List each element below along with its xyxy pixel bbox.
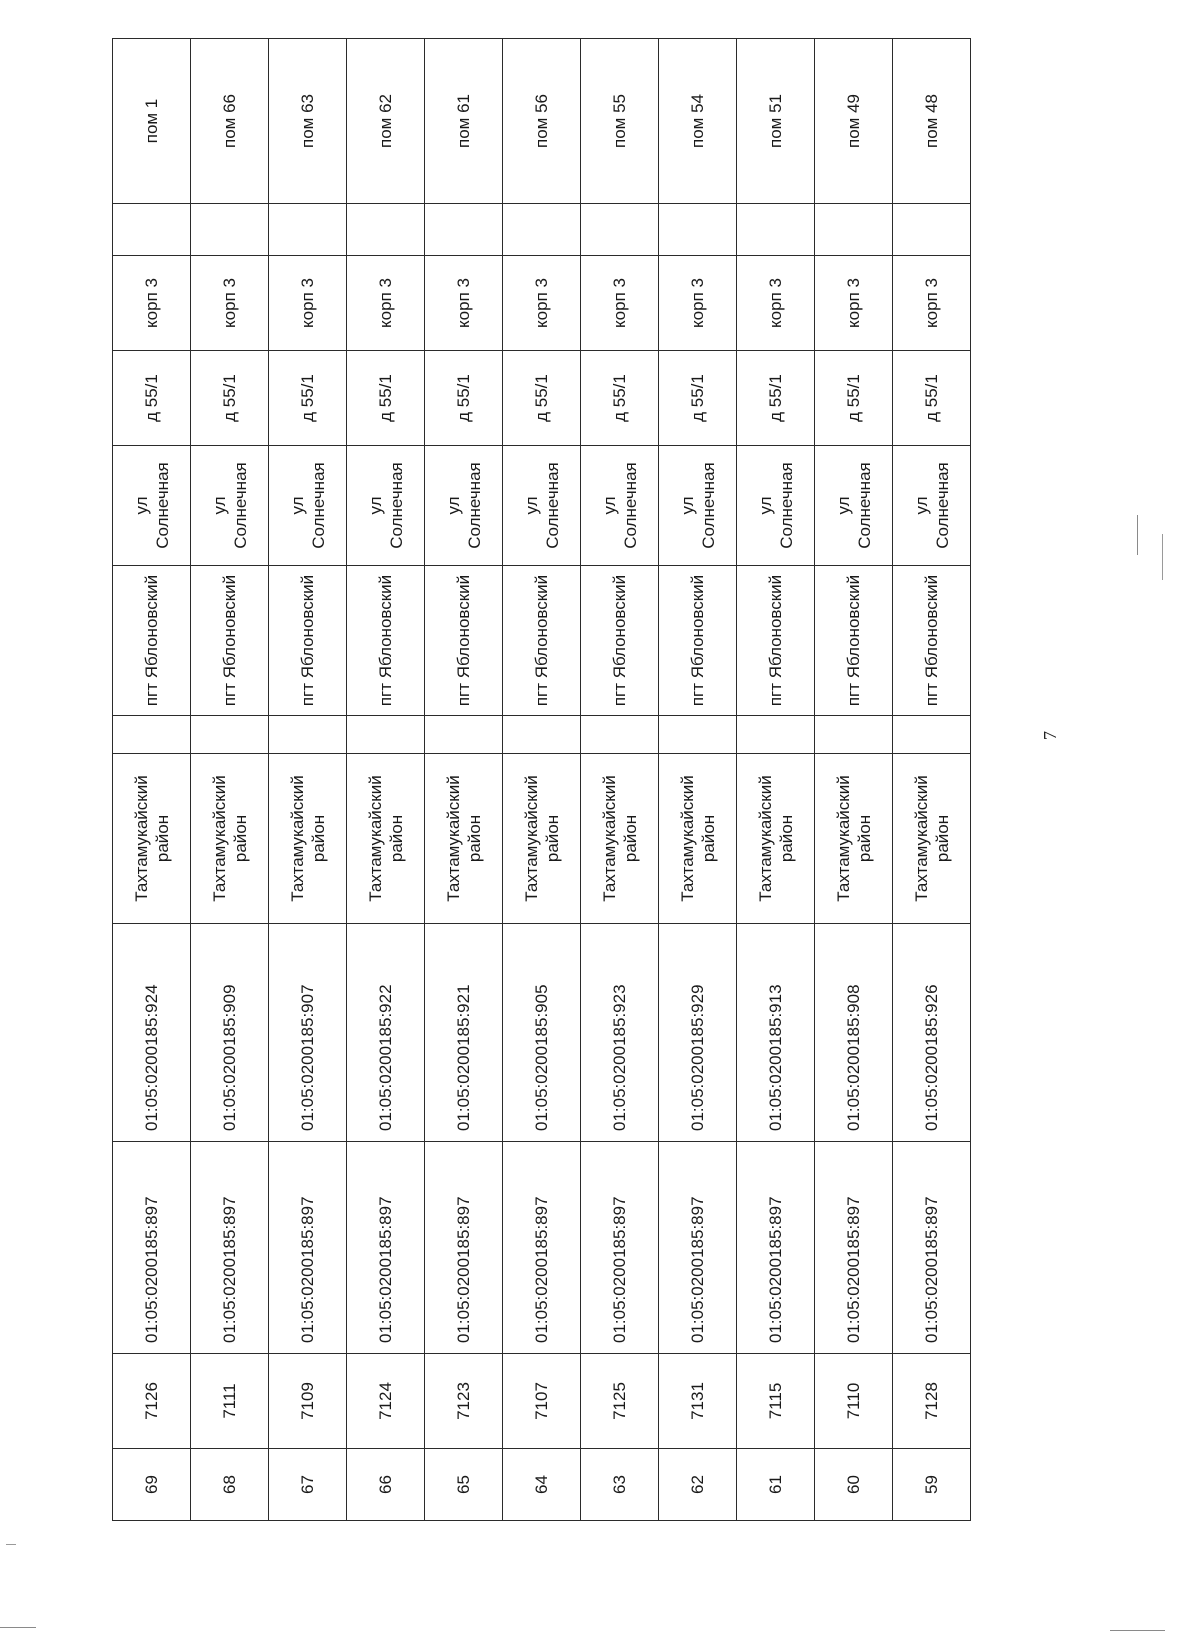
- house-cell: д 55/1: [269, 351, 347, 446]
- house-cell: д 55/1: [347, 351, 425, 446]
- settlement-cell: пгт Яблоновский: [815, 566, 893, 716]
- room-cell: пом 55: [581, 39, 659, 204]
- row-number-cell: 62: [659, 1449, 737, 1521]
- house-cell: д 55/1: [425, 351, 503, 446]
- room-cell: пом 49: [815, 39, 893, 204]
- parcel-cadastre-cell: 01:05:0200185:897: [269, 1142, 347, 1354]
- table-row: [893, 39, 971, 1521]
- parcel-cadastre-cell: 01:05:0200185:897: [659, 1142, 737, 1354]
- object-cadastre-cell: 01:05:0200185:924: [113, 924, 191, 1142]
- object-cadastre-cell: 01:05:0200185:908: [815, 924, 893, 1142]
- house-cell: д 55/1: [893, 351, 971, 446]
- empty-cell: [113, 716, 191, 754]
- record-id-cell: 7124: [347, 1354, 425, 1449]
- room-cell: пом 66: [191, 39, 269, 204]
- page-number: 7: [1040, 731, 1060, 740]
- table-row: [113, 39, 191, 1521]
- table-row: [815, 39, 893, 1521]
- district-cell: Тахтамукайский район: [191, 754, 269, 924]
- row-number-cell: 61: [737, 1449, 815, 1521]
- building-cell: корп 3: [269, 256, 347, 351]
- table-row: [347, 39, 425, 1521]
- record-id-cell: 7109: [269, 1354, 347, 1449]
- table-row: [737, 39, 815, 1521]
- district-cell: Тахтамукайский район: [815, 754, 893, 924]
- street-cell: ул Солнечная: [581, 446, 659, 566]
- row-number-cell: 65: [425, 1449, 503, 1521]
- object-cadastre-cell: 01:05:0200185:913: [737, 924, 815, 1142]
- settlement-cell: пгт Яблоновский: [269, 566, 347, 716]
- building-cell: корп 3: [815, 256, 893, 351]
- settlement-cell: пгт Яблоновский: [581, 566, 659, 716]
- building-cell: корп 3: [581, 256, 659, 351]
- parcel-cadastre-cell: 01:05:0200185:897: [347, 1142, 425, 1354]
- empty-cell: [425, 204, 503, 256]
- house-cell: д 55/1: [581, 351, 659, 446]
- room-cell: пом 48: [893, 39, 971, 204]
- street-cell: ул Солнечная: [659, 446, 737, 566]
- empty-cell: [581, 716, 659, 754]
- room-cell: пом 61: [425, 39, 503, 204]
- object-cadastre-cell: 01:05:0200185:929: [659, 924, 737, 1142]
- building-cell: корп 3: [347, 256, 425, 351]
- settlement-cell: пгт Яблоновский: [893, 566, 971, 716]
- table-row: [503, 39, 581, 1521]
- street-cell: ул Солнечная: [113, 446, 191, 566]
- street-cell: ул Солнечная: [503, 446, 581, 566]
- empty-cell: [737, 716, 815, 754]
- record-id-cell: 7123: [425, 1354, 503, 1449]
- parcel-cadastre-cell: 01:05:0200185:897: [815, 1142, 893, 1354]
- empty-cell: [581, 204, 659, 256]
- street-cell: ул Солнечная: [893, 446, 971, 566]
- parcel-cadastre-cell: 01:05:0200185:897: [893, 1142, 971, 1354]
- row-number-cell: 69: [113, 1449, 191, 1521]
- record-id-cell: 7107: [503, 1354, 581, 1449]
- table-body: [113, 39, 971, 1521]
- house-cell: д 55/1: [191, 351, 269, 446]
- scan-mark: [1137, 515, 1138, 555]
- empty-cell: [503, 716, 581, 754]
- district-cell: Тахтамукайский район: [347, 754, 425, 924]
- house-cell: д 55/1: [503, 351, 581, 446]
- room-cell: пом 56: [503, 39, 581, 204]
- street-cell: ул Солнечная: [347, 446, 425, 566]
- parcel-cadastre-cell: 01:05:0200185:897: [581, 1142, 659, 1354]
- empty-cell: [659, 204, 737, 256]
- settlement-cell: пгт Яблоновский: [347, 566, 425, 716]
- district-cell: Тахтамукайский район: [893, 754, 971, 924]
- room-cell: пом 54: [659, 39, 737, 204]
- registry-table: [112, 38, 971, 1521]
- settlement-cell: пгт Яблоновский: [659, 566, 737, 716]
- row-number-cell: 64: [503, 1449, 581, 1521]
- table-row: [659, 39, 737, 1521]
- parcel-cadastre-cell: 01:05:0200185:897: [503, 1142, 581, 1354]
- street-cell: ул Солнечная: [269, 446, 347, 566]
- empty-cell: [425, 716, 503, 754]
- empty-cell: [269, 204, 347, 256]
- record-id-cell: 7125: [581, 1354, 659, 1449]
- record-id-cell: 7128: [893, 1354, 971, 1449]
- parcel-cadastre-cell: 01:05:0200185:897: [425, 1142, 503, 1354]
- object-cadastre-cell: 01:05:0200185:921: [425, 924, 503, 1142]
- scan-mark: [0, 1627, 36, 1628]
- empty-cell: [269, 716, 347, 754]
- district-cell: Тахтамукайский район: [581, 754, 659, 924]
- record-id-cell: 7111: [191, 1354, 269, 1449]
- street-cell: ул Солнечная: [737, 446, 815, 566]
- settlement-cell: пгт Яблоновский: [113, 566, 191, 716]
- scan-mark: [1110, 1630, 1165, 1631]
- object-cadastre-cell: 01:05:0200185:905: [503, 924, 581, 1142]
- empty-cell: [893, 716, 971, 754]
- row-number-cell: 66: [347, 1449, 425, 1521]
- empty-cell: [347, 716, 425, 754]
- parcel-cadastre-cell: 01:05:0200185:897: [191, 1142, 269, 1354]
- house-cell: д 55/1: [113, 351, 191, 446]
- building-cell: корп 3: [503, 256, 581, 351]
- street-cell: ул Солнечная: [815, 446, 893, 566]
- building-cell: корп 3: [893, 256, 971, 351]
- table-row: [425, 39, 503, 1521]
- parcel-cadastre-cell: 01:05:0200185:897: [113, 1142, 191, 1354]
- empty-cell: [659, 716, 737, 754]
- settlement-cell: пгт Яблоновский: [737, 566, 815, 716]
- empty-cell: [737, 204, 815, 256]
- record-id-cell: 7126: [113, 1354, 191, 1449]
- row-number-cell: 59: [893, 1449, 971, 1521]
- empty-cell: [191, 204, 269, 256]
- house-cell: д 55/1: [659, 351, 737, 446]
- table-row: [269, 39, 347, 1521]
- settlement-cell: пгт Яблоновский: [503, 566, 581, 716]
- room-cell: пом 62: [347, 39, 425, 204]
- object-cadastre-cell: 01:05:0200185:923: [581, 924, 659, 1142]
- empty-cell: [815, 716, 893, 754]
- building-cell: корп 3: [659, 256, 737, 351]
- object-cadastre-cell: 01:05:0200185:909: [191, 924, 269, 1142]
- record-id-cell: 7131: [659, 1354, 737, 1449]
- row-number-cell: 60: [815, 1449, 893, 1521]
- district-cell: Тахтамукайский район: [503, 754, 581, 924]
- empty-cell: [191, 716, 269, 754]
- house-cell: д 55/1: [815, 351, 893, 446]
- building-cell: корп 3: [191, 256, 269, 351]
- settlement-cell: пгт Яблоновский: [191, 566, 269, 716]
- empty-cell: [503, 204, 581, 256]
- house-cell: д 55/1: [737, 351, 815, 446]
- district-cell: Тахтамукайский район: [113, 754, 191, 924]
- district-cell: Тахтамукайский район: [737, 754, 815, 924]
- street-cell: ул Солнечная: [425, 446, 503, 566]
- room-cell: пом 63: [269, 39, 347, 204]
- room-cell: пом 51: [737, 39, 815, 204]
- empty-cell: [347, 204, 425, 256]
- object-cadastre-cell: 01:05:0200185:926: [893, 924, 971, 1142]
- object-cadastre-cell: 01:05:0200185:922: [347, 924, 425, 1142]
- row-number-cell: 63: [581, 1449, 659, 1521]
- street-cell: ул Солнечная: [191, 446, 269, 566]
- building-cell: корп 3: [113, 256, 191, 351]
- scan-artifact-line: [1162, 534, 1163, 580]
- object-cadastre-cell: 01:05:0200185:907: [269, 924, 347, 1142]
- record-id-cell: 7110: [815, 1354, 893, 1449]
- settlement-cell: пгт Яблоновский: [425, 566, 503, 716]
- empty-cell: [893, 204, 971, 256]
- room-cell: пом 1: [113, 39, 191, 204]
- row-number-cell: 67: [269, 1449, 347, 1521]
- record-id-cell: 7115: [737, 1354, 815, 1449]
- empty-cell: [113, 204, 191, 256]
- district-cell: Тахтамукайский район: [659, 754, 737, 924]
- district-cell: Тахтамукайский район: [269, 754, 347, 924]
- parcel-cadastre-cell: 01:05:0200185:897: [737, 1142, 815, 1354]
- table-row: [191, 39, 269, 1521]
- building-cell: корп 3: [737, 256, 815, 351]
- table-row: [581, 39, 659, 1521]
- building-cell: корп 3: [425, 256, 503, 351]
- scan-artifact-line: [6, 1544, 16, 1545]
- row-number-cell: 68: [191, 1449, 269, 1521]
- empty-cell: [815, 204, 893, 256]
- district-cell: Тахтамукайский район: [425, 754, 503, 924]
